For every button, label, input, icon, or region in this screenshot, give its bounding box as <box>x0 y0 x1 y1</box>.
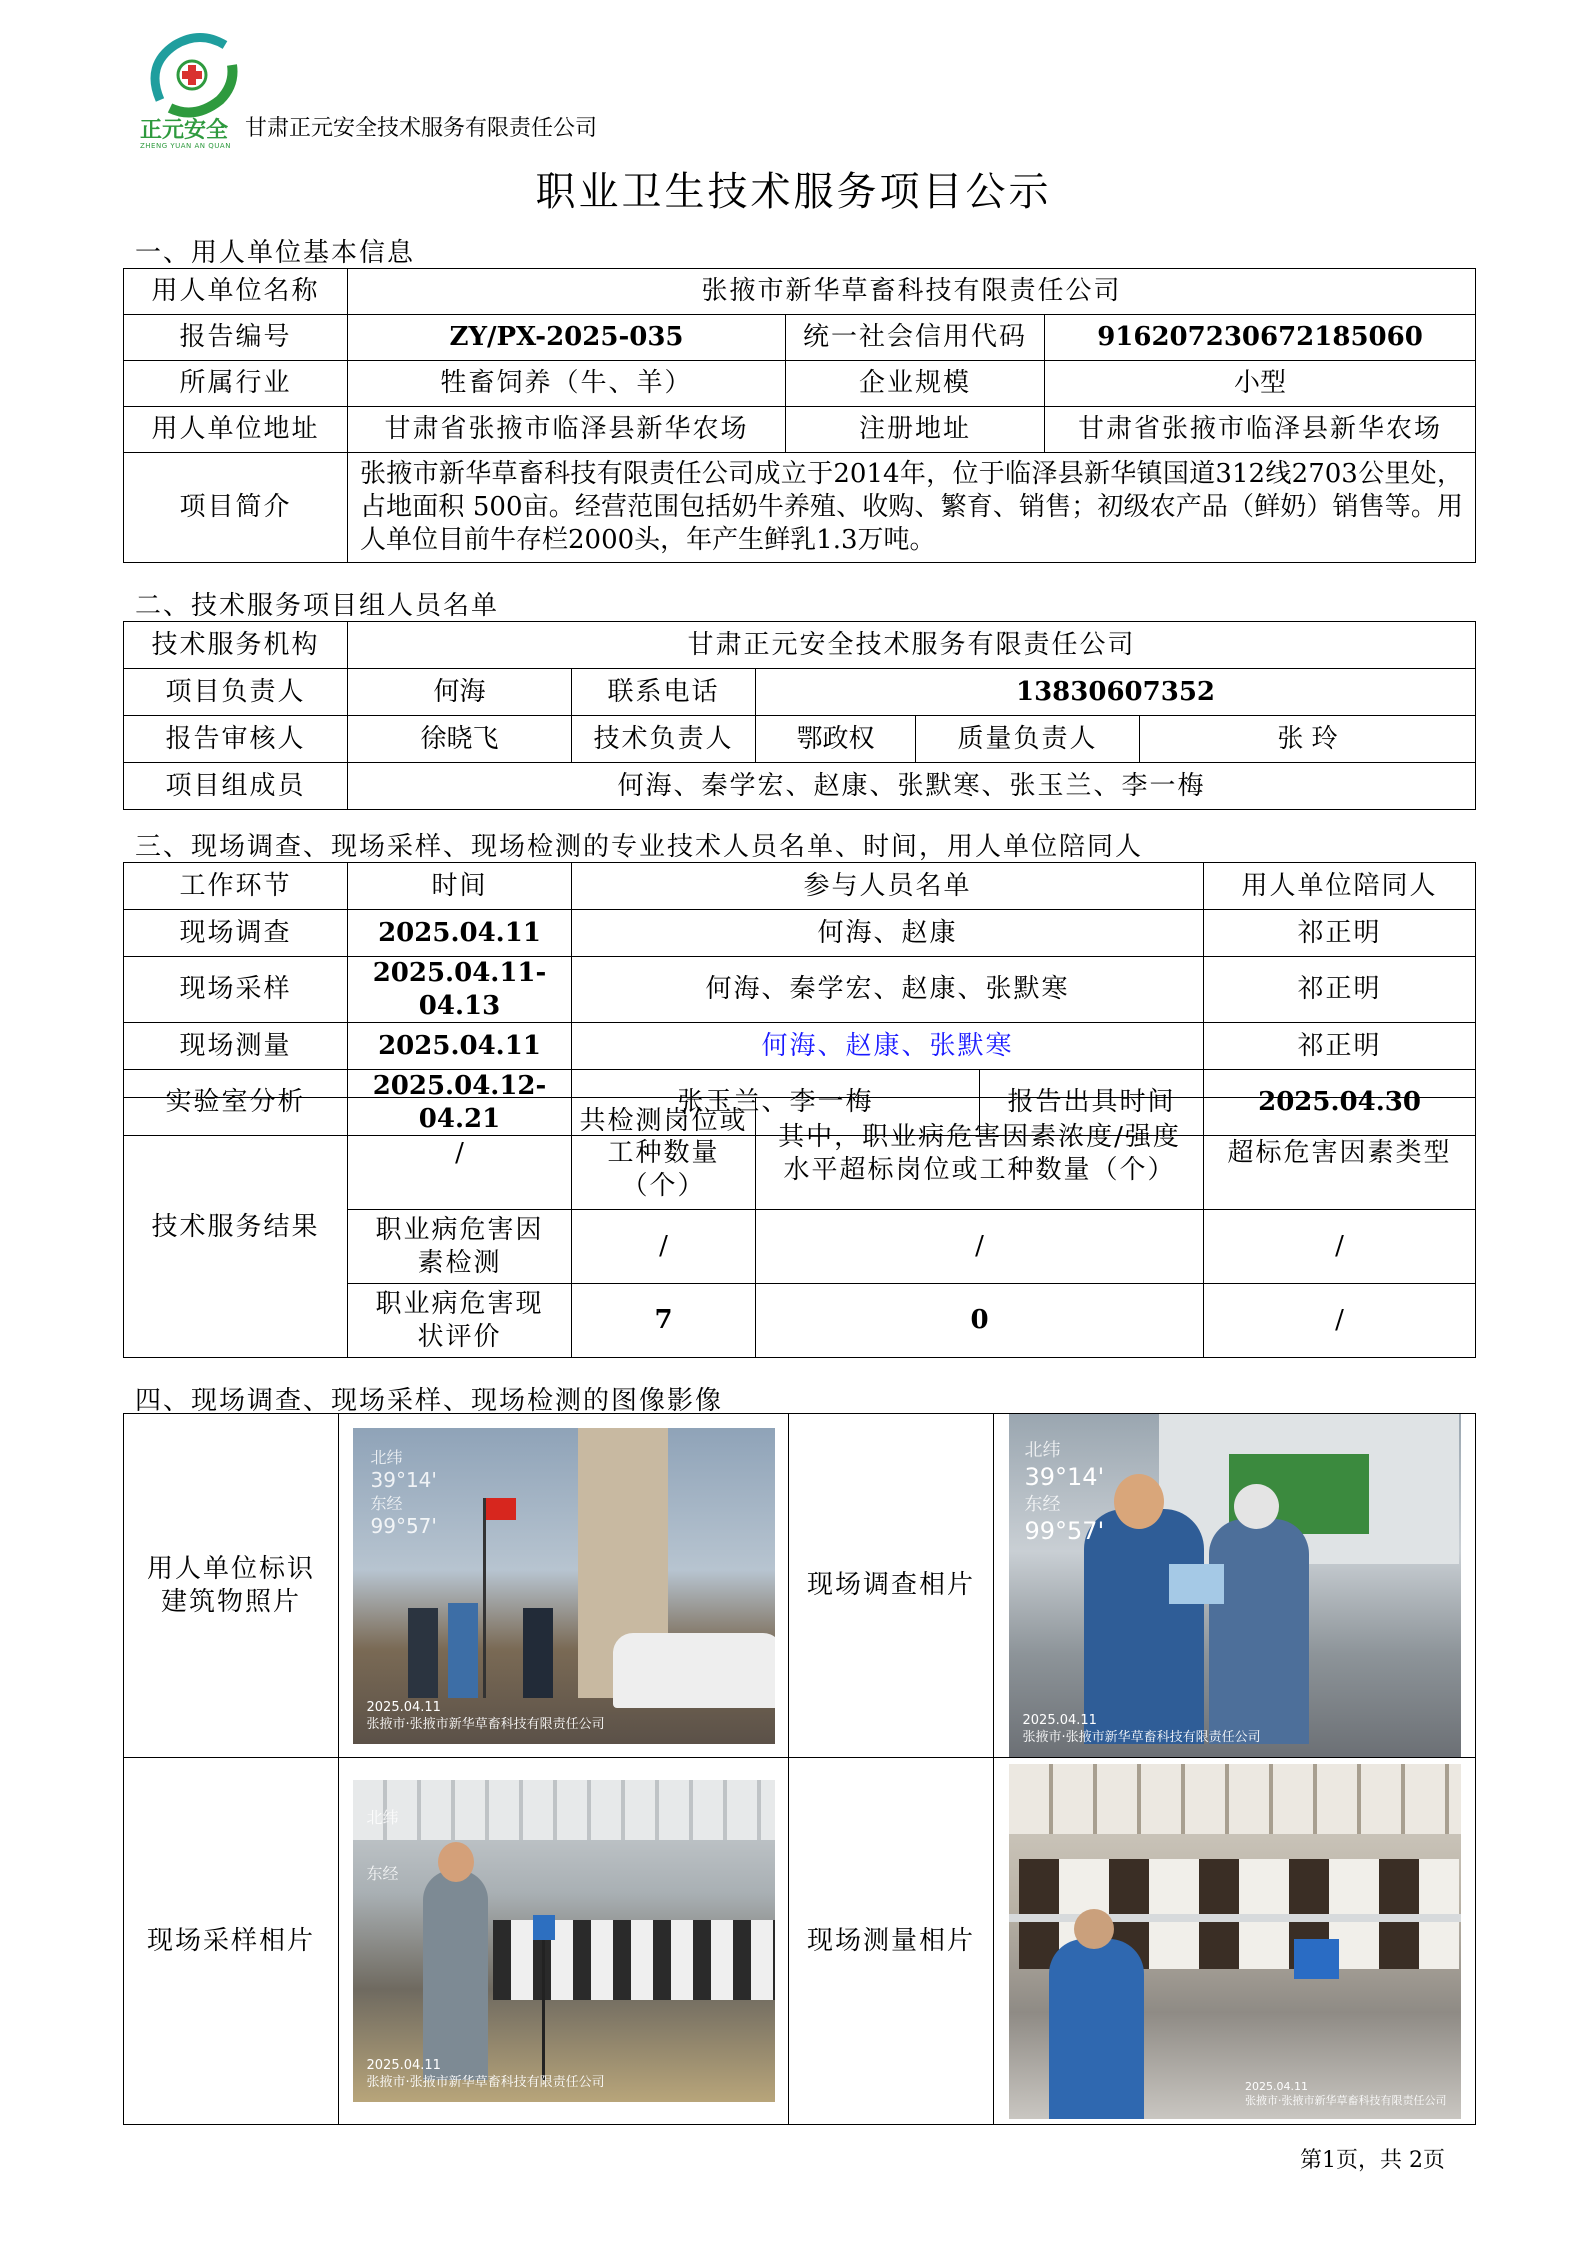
team-table <box>123 621 1476 810</box>
stamp-date: 2025.04.11 <box>1245 2079 1308 2093</box>
detect-exceed: / <box>756 1210 1204 1284</box>
eval-count: 7 <box>572 1284 756 1358</box>
photo-stamp <box>1245 2080 1447 2109</box>
company-logo <box>140 30 240 150</box>
companion-cell: 祁正明 <box>1204 957 1476 1023</box>
basic-info-table <box>123 268 1476 563</box>
people-cell: 何海、赵康 <box>572 910 1204 957</box>
unit-name-value: 张掖市新华草畜科技有限责任公司 <box>348 269 1476 315</box>
members-label: 项目组成员 <box>124 763 348 810</box>
col-type: 超标危害因素类型 <box>1204 1098 1476 1210</box>
credit-code-label: 统一社会信用代码 <box>786 315 1045 361</box>
industry-label: 所属行业 <box>124 361 348 407</box>
photo-stamp <box>367 1700 605 1734</box>
phone-label: 联系电话 <box>572 669 756 716</box>
photo2-label: 现场调查相片 <box>789 1414 994 1758</box>
col-companion: 用人单位陪同人 <box>1204 863 1476 910</box>
photos-table <box>123 1413 1476 2125</box>
reviewer-label: 报告审核人 <box>124 716 348 763</box>
stamp-date: 2025.04.11 <box>366 2058 441 2074</box>
quality-value: 张 玲 <box>1140 716 1476 763</box>
report-time-label: 报告出具时间 <box>980 1070 1204 1136</box>
leader-label: 项目负责人 <box>124 669 348 716</box>
quality-label: 质量负责人 <box>916 716 1140 763</box>
detect-label: 职业病危害因素检测 <box>348 1210 572 1284</box>
stage-cell: 现场调查 <box>124 910 348 957</box>
photo4-label: 现场测量相片 <box>789 1758 994 2125</box>
detect-count: / <box>572 1210 756 1284</box>
stage-cell: 现场采样 <box>124 957 348 1023</box>
eval-label: 职业病危害现状评价 <box>348 1284 572 1358</box>
results-table <box>123 1097 1476 1358</box>
scale-label: 企业规模 <box>786 361 1045 407</box>
section1-heading: 一、用人单位基本信息 <box>135 238 416 268</box>
photo-stamp <box>1023 1713 1261 1747</box>
photo1-label: 用人单位标识建筑物照片 <box>124 1414 339 1758</box>
col-stage: 工作环节 <box>124 863 348 910</box>
overlay-lon: 99°57' <box>1024 1517 1105 1545</box>
companion-cell: 祁正明 <box>1204 910 1476 957</box>
tech-label: 技术负责人 <box>572 716 756 763</box>
col-people: 参与人员名单 <box>572 863 1204 910</box>
page-title: 职业卫生技术服务项目公示 <box>535 169 1052 215</box>
logo-mark-icon <box>140 30 240 120</box>
credit-code-value: 916207230672185060 <box>1045 315 1476 361</box>
header-company-name: 甘肃正元安全技术服务有限责任公司 <box>245 116 598 141</box>
time-cell: 2025.04.11 <box>348 910 572 957</box>
section2-heading: 二、技术服务项目组人员名单 <box>135 591 500 621</box>
address-label: 用人单位地址 <box>124 407 348 453</box>
scale-value: 小型 <box>1045 361 1476 407</box>
stage-cell: 现场测量 <box>124 1023 348 1070</box>
report-time-value: 2025.04.30 <box>1204 1070 1476 1136</box>
reg-address-value: 甘肃省张掖市临泽县新华农场 <box>1045 407 1476 453</box>
industry-value: 牲畜饲养（牛、羊） <box>348 361 786 407</box>
table-row <box>124 1023 1476 1070</box>
time-cell: 2025.04.11-04.13 <box>348 957 572 1023</box>
phone-value: 13830607352 <box>756 669 1476 716</box>
eval-exceed: 0 <box>756 1284 1204 1358</box>
page-number: 第1页，共 2页 <box>1300 2148 1445 2173</box>
overlay-lon-label: 东经 <box>366 1864 399 1883</box>
photo-building <box>353 1428 775 1744</box>
overlay-lat-label: 北纬 <box>1024 1440 1061 1461</box>
stamp-date: 2025.04.11 <box>1022 1713 1097 1729</box>
org-value: 甘肃正元安全技术服务有限责任公司 <box>348 622 1476 669</box>
unit-name-label: 用人单位名称 <box>124 269 348 315</box>
companion-cell: 祁正明 <box>1204 1023 1476 1070</box>
table-row <box>124 910 1476 957</box>
eval-type: / <box>1204 1284 1476 1358</box>
overlay-lon-label: 东经 <box>1024 1494 1061 1515</box>
members-value: 何海、秦学宏、赵康、张默寒、张玉兰、李一梅 <box>348 763 1476 810</box>
time-cell: 2025.04.11 <box>348 1023 572 1070</box>
intro-label: 项目简介 <box>124 453 348 563</box>
section3-heading: 三、现场调查、现场采样、现场检测的专业技术人员名单、时间，用人单位陪同人 <box>135 832 1144 862</box>
section4-heading: 四、现场调查、现场采样、现场检测的图像影像 <box>135 1386 724 1416</box>
reviewer-value: 徐晓飞 <box>348 716 572 763</box>
report-no-value: ZY/PX-2025-035 <box>348 315 786 361</box>
detect-type: / <box>1204 1210 1476 1284</box>
lab-people: 张玉兰、李一梅 <box>572 1070 980 1136</box>
stamp-location: 张掖市·张掖市新华草畜科技有限责任公司 <box>366 2075 605 2091</box>
address-value: 甘肃省张掖市临泽县新华农场 <box>348 407 786 453</box>
people-cell: 何海、赵康、张默寒 <box>572 1023 1204 1070</box>
logo-text: 正元安全 <box>140 118 229 143</box>
photo-sampling <box>353 1780 775 2102</box>
stamp-location: 张掖市·张掖市新华草畜科技有限责任公司 <box>1022 1730 1261 1746</box>
photo-measurement <box>1009 1764 1461 2119</box>
intro-value: 张掖市新华草畜科技有限责任公司成立于2014年，位于临泽县新华镇国道312线2703公里处，占地面积 500亩。经营范围包括奶牛养殖、收购、繁育、销售；初级农产品（鲜奶）销售等。用人单位目前牛存栏2000头，年产生鲜乳1.3万吨。 <box>348 453 1476 563</box>
org-label: 技术服务机构 <box>124 622 348 669</box>
photo3-label: 现场采样相片 <box>124 1758 339 2125</box>
overlay-lon-label: 东经 <box>370 1493 403 1513</box>
col-time: 时间 <box>348 863 572 910</box>
leader-value: 何海 <box>348 669 572 716</box>
col-exceed: 其中，职业病危害因素浓度/强度水平超标岗位或工种数量（个） <box>756 1098 1204 1210</box>
tech-value: 鄂政权 <box>756 716 916 763</box>
lab-time: 2025.04.12-04.21 <box>348 1070 572 1136</box>
table-row <box>124 957 1476 1023</box>
stamp-location: 张掖市·张掖市新华草畜科技有限责任公司 <box>366 1716 605 1732</box>
overlay-lat-label: 北纬 <box>366 1808 399 1827</box>
overlay-lat: 39°14' <box>370 1467 437 1492</box>
onsite-table <box>123 862 1476 1136</box>
report-no-label: 报告编号 <box>124 315 348 361</box>
overlay-lat: 39°14' <box>1024 1463 1105 1491</box>
lab-stage: 实验室分析 <box>124 1070 348 1136</box>
results-slash: / <box>348 1098 572 1210</box>
people-cell: 何海、秦学宏、赵康、张默寒 <box>572 957 1204 1023</box>
logo-subtext: ZHENG YUAN AN QUAN <box>140 142 231 150</box>
overlay-lon: 99°57' <box>370 1513 437 1538</box>
stamp-date: 2025.04.11 <box>366 1699 441 1715</box>
photo-survey <box>1009 1414 1461 1757</box>
results-label: 技术服务结果 <box>124 1098 348 1358</box>
photo-stamp <box>367 2058 605 2092</box>
stamp-location: 张掖市·张掖市新华草畜科技有限责任公司 <box>1245 2094 1447 2108</box>
col-count: 共检测岗位或工种数量（个） <box>572 1098 756 1210</box>
overlay-lat-label: 北纬 <box>370 1447 403 1467</box>
reg-address-label: 注册地址 <box>786 407 1045 453</box>
